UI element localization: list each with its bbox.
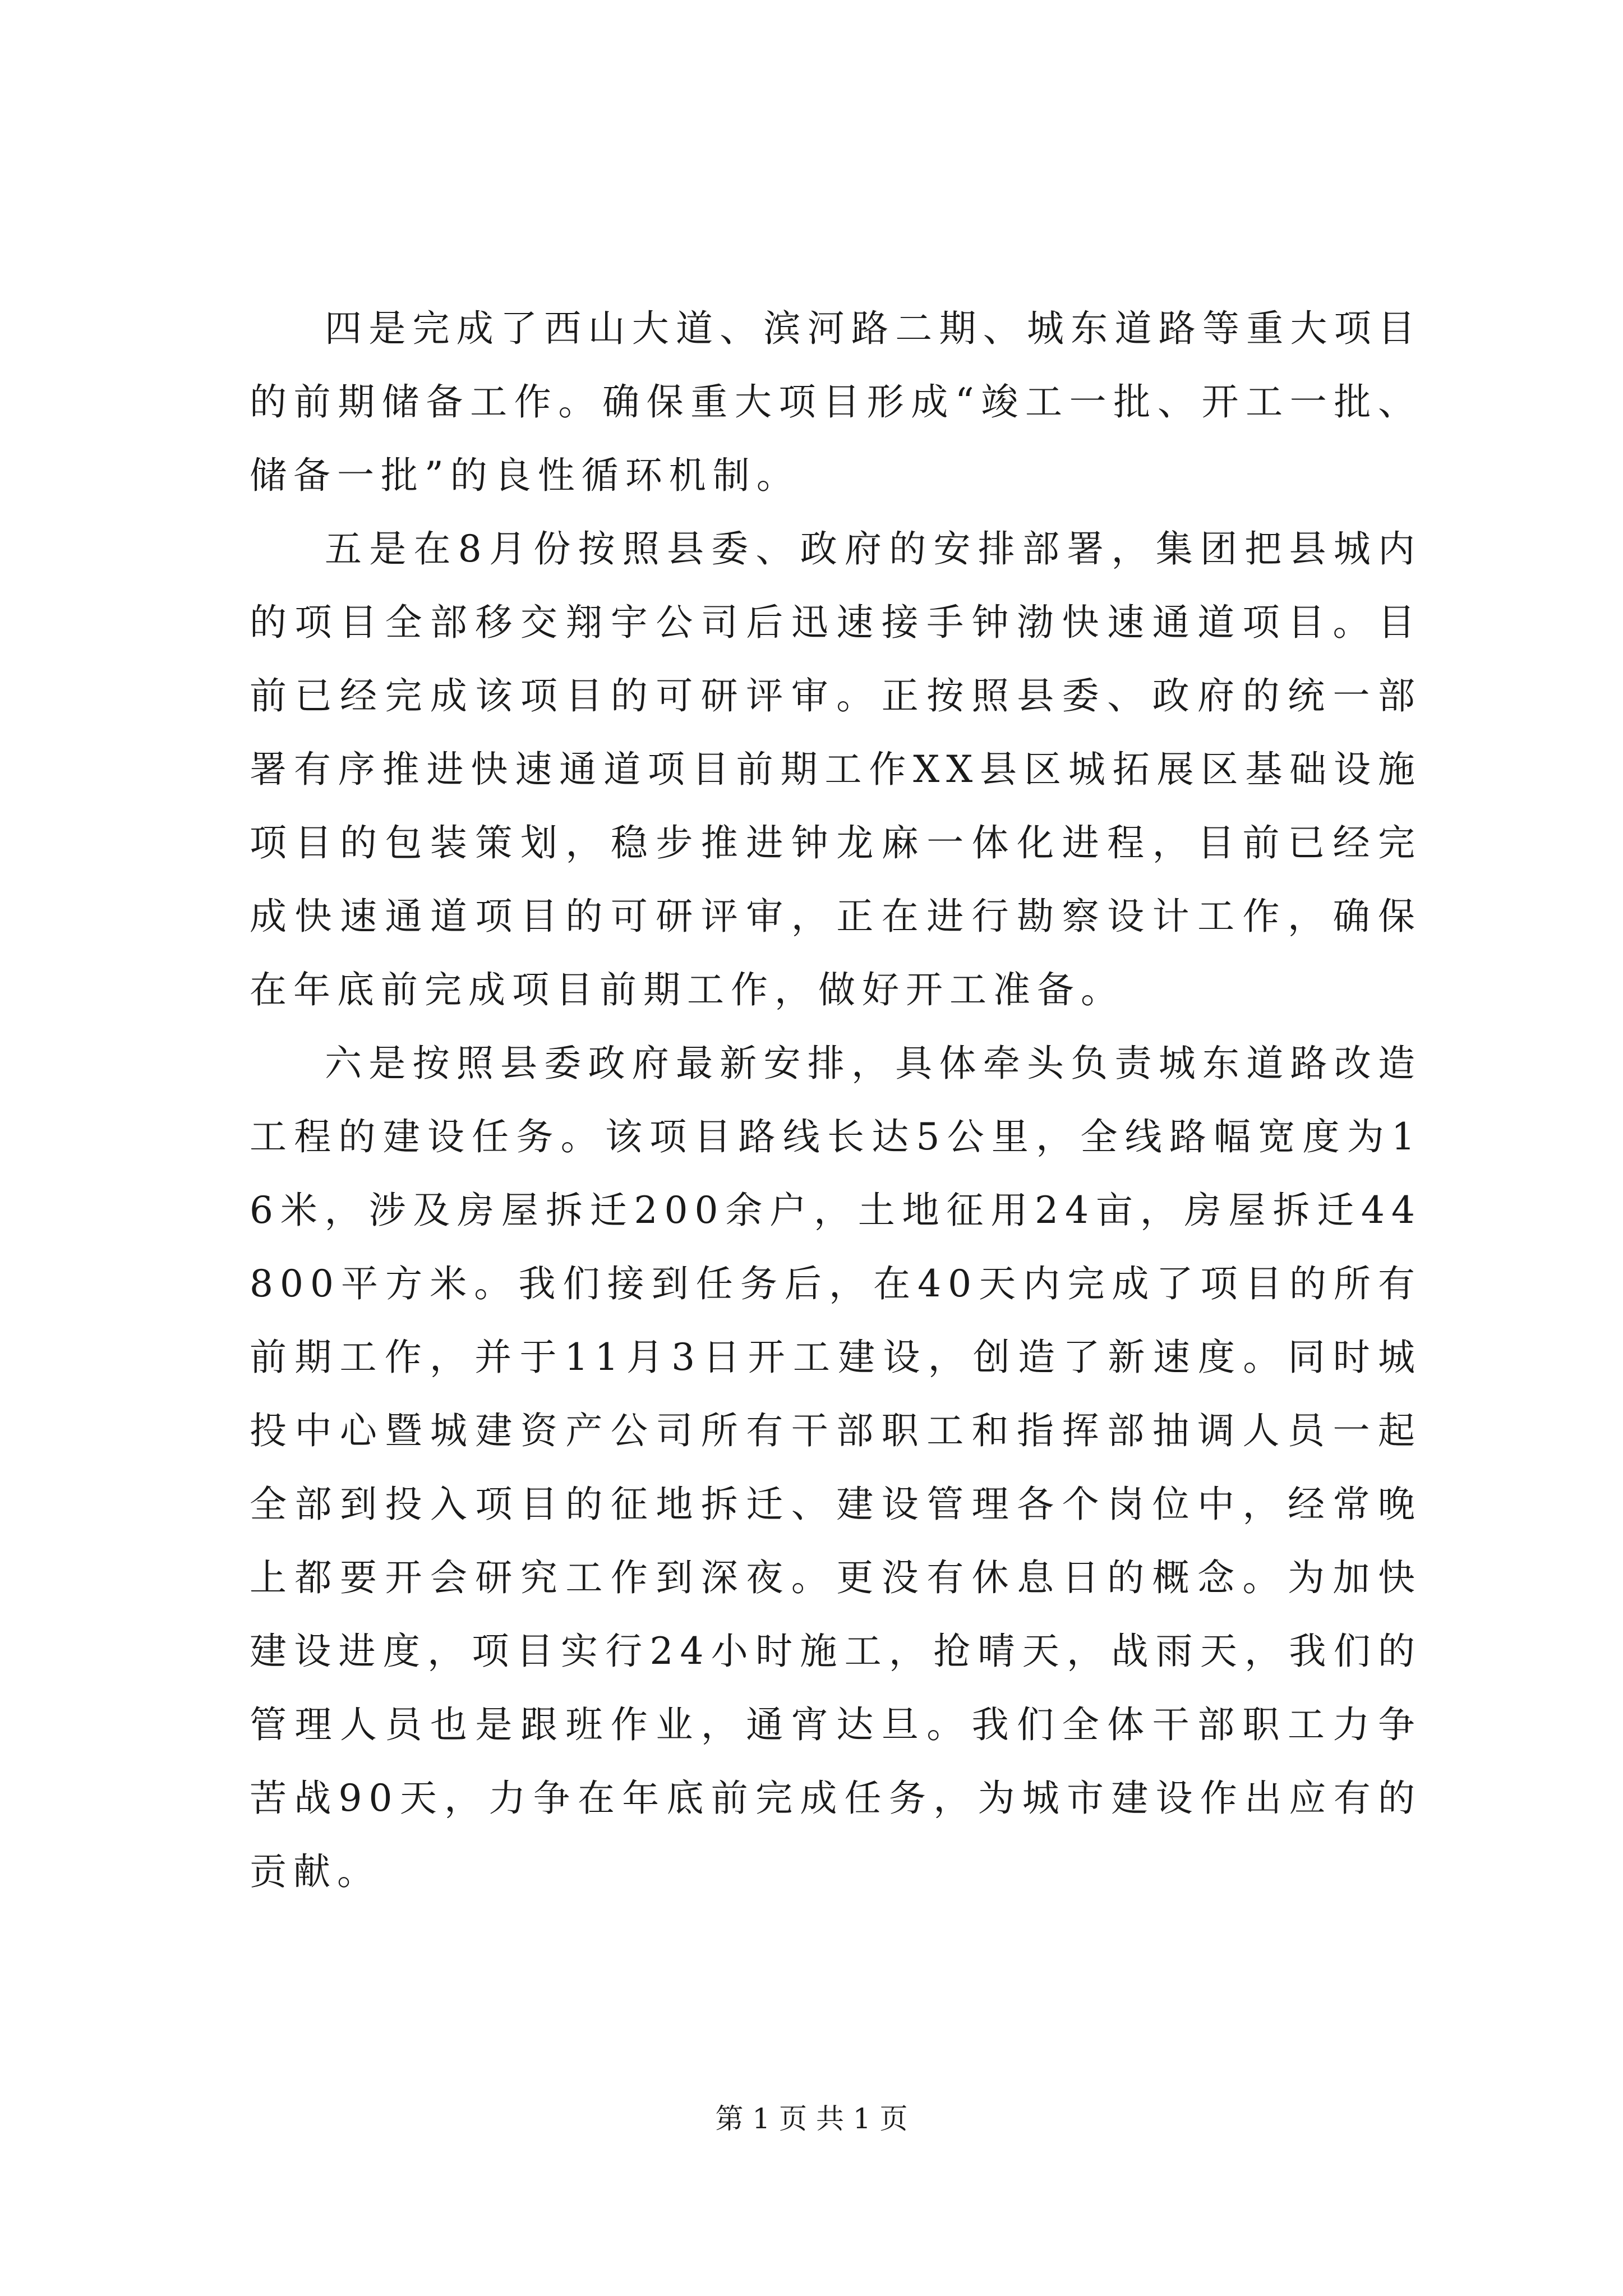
document-body: [250, 292, 1422, 1908]
page-number-footer: 第 1 页 共 1 页: [715, 2102, 908, 2135]
paragraph-item-6: 六是按照县委政府最新安排，具体牵头负责城东道路改造工程的建设任务。该项目路线长达5公里，全线路幅宽度为16米，涉及房屋拆迁200余户，土地征用24亩，房屋拆迁44800平方米。我们接到任务后，在40天内完成了项目的所有前期工作，并于11月3日开工建设，创造了新速度。同时城投中心暨城建资产公司所有干部职工和指挥部抽调人员一起全部到投入项目的征地拆迁、建设管理各个岗位中，经常晚上都要开会研究工作到深夜。更没有休息日的概念。为加快建设进度，项目实行24小时施工，抢晴天，战雨天，我们的管理人员也是跟班作业，通宵达旦。我们全体干部职工力争苦战90天，力争在年底前完成任务，为城市建设作出应有的贡献。: [250, 1042, 1422, 1893]
paragraph-item-5: 五是在8月份按照县委、政府的安排部署，集团把县城内的项目全部移交翔宇公司后迅速接手钟渤快速通道项目。目前已经完成该项目的可研评审。正按照县委、政府的统一部署有序推进快速通道项目前期工作XX县区城拓展区基础设施项目的包装策划，稳步推进钟龙麻一体化进程，目前已经完成快速通道项目的可研评审，正在进行勘察设计工作，确保在年底前完成项目前期工作，做好开工准备。: [250, 527, 1422, 1011]
paragraph-item-4: 四是完成了西山大道、滨河路二期、城东道路等重大项目的前期储备工作。确保重大项目形成“竣工一批、开工一批、储备一批”的良性循环机制。: [250, 307, 1422, 497]
